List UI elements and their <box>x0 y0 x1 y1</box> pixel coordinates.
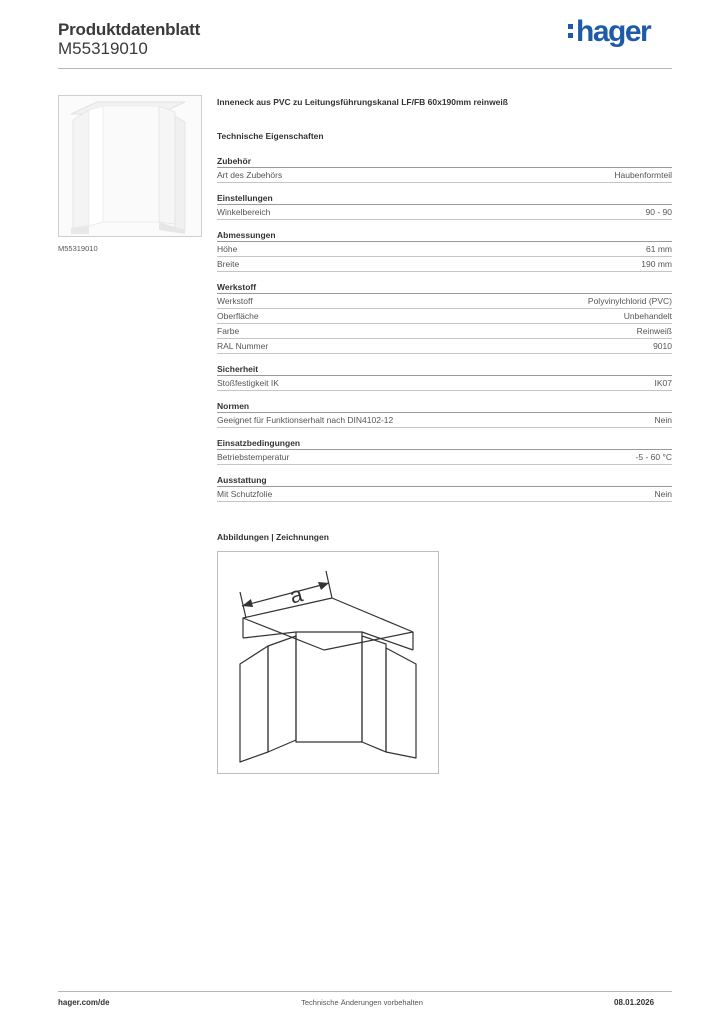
logo-dots-icon <box>568 24 573 42</box>
spec-value: Reinweiß <box>636 326 672 336</box>
spec-label: Betriebstemperatur <box>217 452 290 462</box>
spec-row <box>217 168 672 183</box>
header-divider <box>58 68 672 69</box>
spec-value: 9010 <box>653 341 672 351</box>
spec-group-sicherheit <box>217 363 672 391</box>
spec-group-title: Zubehör <box>217 155 672 168</box>
spec-group-title: Einstellungen <box>217 192 672 205</box>
spec-value: Nein <box>654 415 672 425</box>
spec-value: 61 mm <box>646 244 672 254</box>
spec-group-title: Einsatzbedingungen <box>217 437 672 450</box>
spec-group-einsatzbedingungen <box>217 437 672 465</box>
technical-drawing <box>217 551 439 774</box>
spec-group-title: Normen <box>217 400 672 413</box>
product-description: Inneneck aus PVC zu Leitungsführungskanal LF/FB 60x190mm reinweiß <box>217 97 508 107</box>
spec-label: Mit Schutzfolie <box>217 489 273 499</box>
spec-label: Werkstoff <box>217 296 253 306</box>
spec-value: Unbehandelt <box>623 311 672 321</box>
spec-value: 190 mm <box>641 259 672 269</box>
logo-text: hager <box>576 15 651 48</box>
spec-row <box>217 294 672 309</box>
footer-website: hager.com/de <box>58 998 110 1007</box>
spec-label: Farbe <box>217 326 240 336</box>
spec-group-normen <box>217 400 672 428</box>
spec-label: RAL Nummer <box>217 341 269 351</box>
spec-group-zubehoer <box>217 155 672 183</box>
spec-group-title: Abmessungen <box>217 229 672 242</box>
tech-properties-heading: Technische Eigenschaften <box>217 131 324 141</box>
spec-row <box>217 339 672 354</box>
spec-row <box>217 376 672 391</box>
spec-group-einstellungen <box>217 192 672 220</box>
spec-row <box>217 324 672 339</box>
product-photo <box>58 95 202 237</box>
photo-caption: M55319010 <box>58 244 98 253</box>
footer-date: 08.01.2026 <box>614 998 655 1007</box>
spec-label: Höhe <box>217 244 238 254</box>
inner-corner-drawing-icon <box>218 552 438 773</box>
spec-group-werkstoff <box>217 281 672 354</box>
spec-group-title: Sicherheit <box>217 363 672 376</box>
spec-group-abmessungen <box>217 229 672 272</box>
spec-row <box>217 242 672 257</box>
spec-group-title: Ausstattung <box>217 474 672 487</box>
spec-value: IK07 <box>654 378 672 388</box>
spec-table <box>217 155 672 511</box>
spec-value: Polyvinylchlorid (PVC) <box>587 296 672 306</box>
spec-value: Haubenformteil <box>614 170 672 180</box>
spec-value: Nein <box>654 489 672 499</box>
spec-label: Winkelbereich <box>217 207 271 217</box>
page-title: Produktdatenblatt <box>58 20 201 39</box>
footer-note: Technische Änderungen vorbehalten <box>301 998 423 1007</box>
spec-row <box>217 257 672 272</box>
hager-logo <box>568 15 650 49</box>
spec-label: Stoßfestigkeit IK <box>217 378 279 388</box>
article-number: M55319010 <box>58 39 148 58</box>
spec-label: Breite <box>217 259 240 269</box>
spec-group-ausstattung <box>217 474 672 502</box>
spec-row <box>217 413 672 428</box>
spec-row <box>217 487 672 502</box>
spec-row <box>217 450 672 465</box>
spec-value: -5 - 60 °C <box>635 452 672 462</box>
spec-label: Oberfläche <box>217 311 259 321</box>
dimension-a-label: a <box>286 581 306 609</box>
spec-row <box>217 309 672 324</box>
product-photo-icon <box>59 96 201 236</box>
drawings-heading: Abbildungen | Zeichnungen <box>217 532 329 542</box>
spec-group-title: Werkstoff <box>217 281 672 294</box>
spec-row <box>217 205 672 220</box>
spec-label: Art des Zubehörs <box>217 170 283 180</box>
spec-label: Geeignet für Funktionserhalt nach DIN4102-12 <box>217 415 394 425</box>
footer-divider <box>58 991 672 992</box>
spec-value: 90 - 90 <box>645 207 672 217</box>
